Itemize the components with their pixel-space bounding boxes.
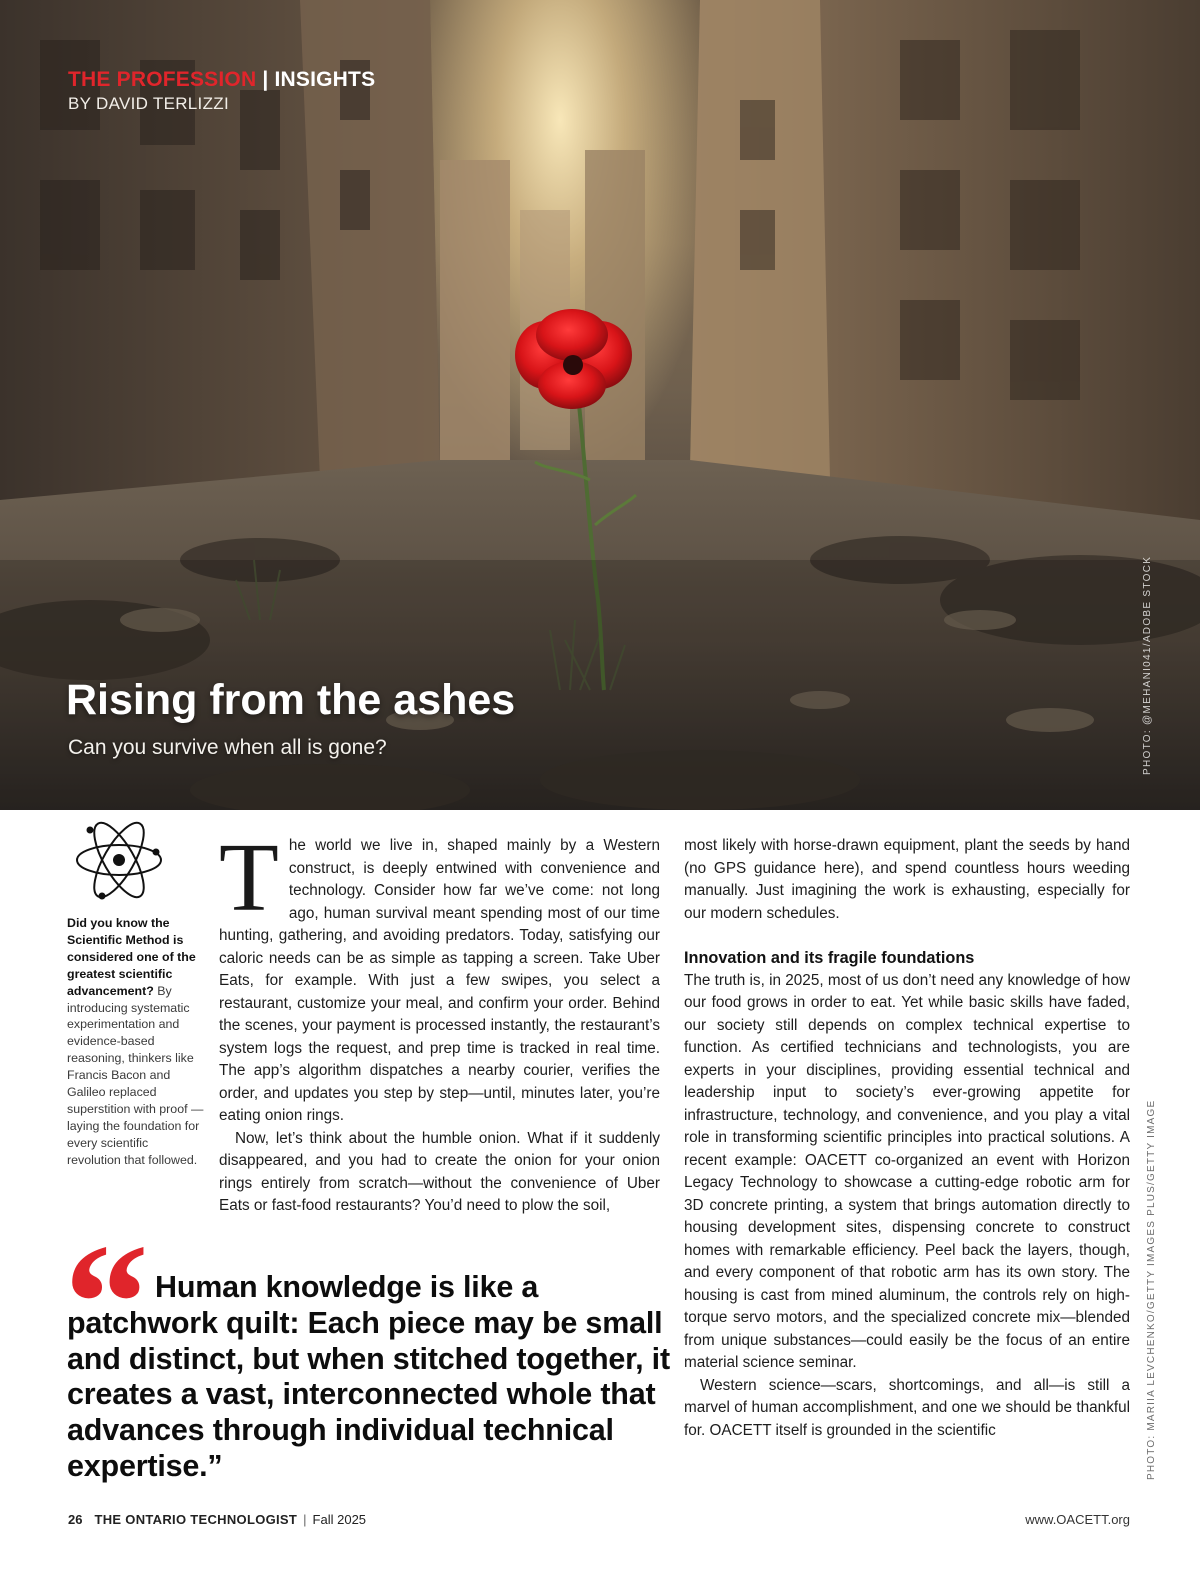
pull-quote-text: Human knowledge is like a patchwork quilt: Each piece may be small and distinct, but when stitched together, it creates a vast, interconnected whole that advances through individual technical expertise.” [67,1270,670,1483]
footer [68,1512,366,1527]
drop-cap: T [219,824,279,932]
issue-label: Fall 2025 [312,1512,367,1527]
section-label: THE PROFESSION [68,68,257,91]
section-subhead: Innovation and its fragile foundations [684,949,975,967]
byline: BY DAVID TERLIZZI [68,94,229,113]
side-photo-credit: PHOTO: MARIIA LEVCHENKO/GETTY IMAGES PLUS/GETTY IMAGE [1146,1099,1157,1480]
magazine-name: THE ONTARIO TECHNOLOGIST [94,1512,298,1527]
article-paragraph-3: most likely with horse-drawn equipment, plant the seeds by hand (no GPS guidance here), and spend countless hours weeding manually. Just imagining the work is exhausting, especially for our modern schedules. [684,837,1130,922]
pull-quote [67,1270,677,1485]
footer-divider: | [303,1512,307,1527]
section-kicker [68,68,375,92]
article-column-2 [684,835,1130,1442]
sidebar-text: By introducing systematic experimentation and evidence-based reasoning, thinkers like Francis Bacon and Galileo replaced superstition with proof — laying the foundation for every scientific revolution that followed. [67,983,204,1167]
article-paragraph-5: Western science—scars, shortcomings, and all—is still a marvel of human accomplishment, and one we should be thankful for. OACETT itself is grounded in the scientific [684,1376,1130,1439]
fact-sidebar [67,915,205,1169]
headline: Rising from the ashes [66,676,516,724]
page-number: 26 [68,1512,83,1527]
atom-icon [74,814,164,906]
hero-photo-credit: PHOTO: @MEHANI041/ADOBE STOCK [1142,555,1153,775]
article-paragraph-1: The world we live in, shaped mainly by a Western construct, is deeply entwined with convenience and technology. Consider how far we’ve come: not long ago, human survival meant spending most of our time hunting, gathering, and avoiding predators. Today, satisfying our caloric needs can be as simple as tapping a screen. Take Uber Eats, for example. With just a few swipes, you select a restaurant, customize your meal, and confirm your order. Behind the scenes, your payment is processed instantly, the restaurant’s system logs the request, and prep time is tracked in real time. The app’s algorithm dispatches a nearby courier, verifies the order, and updates you step by step—until, minutes later, you’re eating onion rings. [219,824,660,1124]
article-column-1 [219,824,660,1218]
quote-mark-icon: “ [64,1209,149,1397]
website-link[interactable]: www.OACETT.org [1025,1512,1130,1527]
sidebar-lead: Did you know the Scientific Method is considered one of the greatest scientific advancement? [67,916,196,998]
article-paragraph-4: The truth is, in 2025, most of us don’t need any knowledge of how our food grows in order to eat. Yet while basic skills have faded, our society still depends on complex technical expertise to function. As certified technicians and technologists, you are experts in your disciplines, providing essential technical and leadership input to society’s ever-growing appetite for infrastructure, technology, and convenience, and you play a vital role in transforming scientific principles into practical solutions. A recent example: OACETT co-organized an event with Horizon Legacy Technology to showcase a cutting-edge robotic arm for 3D concrete printing, a system that brings automation directly to housing development sites, dispensing concrete to construct homes with remarkable efficiency. Peel back the layers, though, and every component of that robotic arm has its own story. The housing is cast from mined aluminum, the controls rely on high-torque servo motors, and the specialized concrete mix—blended from unique substances—could easily be the focus of an entire material science seminar. [684,971,1130,1371]
category-label: INSIGHTS [274,68,376,91]
article-paragraph-2: Now, let’s think about the humble onion. What if it suddenly disappeared, and you had to create the onion for your onion rings entirely from scratch—without the convenience of Uber Eats or fast-food restaurants? You’d need to plow the soil, [219,1129,660,1214]
subheadline: Can you survive when all is gone? [68,736,387,759]
kicker-divider: | [262,68,269,91]
